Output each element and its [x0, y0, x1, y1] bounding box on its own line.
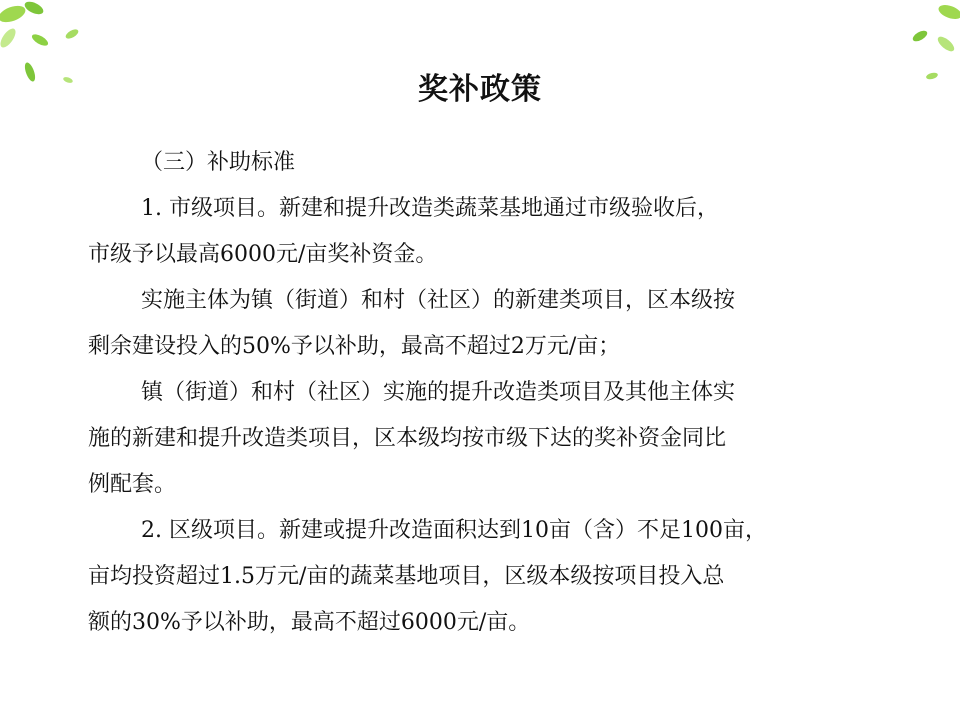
- paragraph-line: 市级予以最高6000元/亩奖补资金。: [88, 242, 438, 267]
- paragraph-line: 剩余建设投入的50%予以补助，最高不超过2万元/亩；: [88, 334, 621, 359]
- paragraph-line: 额的30%予以补助，最高不超过6000元/亩。: [88, 610, 531, 635]
- paragraph-line: 1. 市级项目。新建和提升改造类蔬菜基地通过市级验收后，: [141, 196, 719, 221]
- paragraph-line: 例配套。: [88, 472, 177, 497]
- paragraph-line: 亩均投资超过1.5万元/亩的蔬菜基地项目，区级本级按项目投入总: [88, 564, 725, 589]
- paragraph-line: 实施主体为镇（街道）和村（社区）的新建类项目，区本级按: [141, 288, 736, 313]
- paragraph-line: 施的新建和提升改造类项目，区本级均按市级下达的奖补资金同比: [88, 426, 727, 451]
- paragraph-line: 镇（街道）和村（社区）实施的提升改造类项目及其他主体实: [141, 380, 736, 405]
- section-heading: （三）补助标准: [141, 150, 296, 175]
- paragraph-line: 2. 区级项目。新建或提升改造面积达到10亩（含）不足100亩，: [141, 518, 767, 543]
- page-title: 奖补政策: [418, 72, 542, 107]
- policy-text-body: [88, 140, 888, 646]
